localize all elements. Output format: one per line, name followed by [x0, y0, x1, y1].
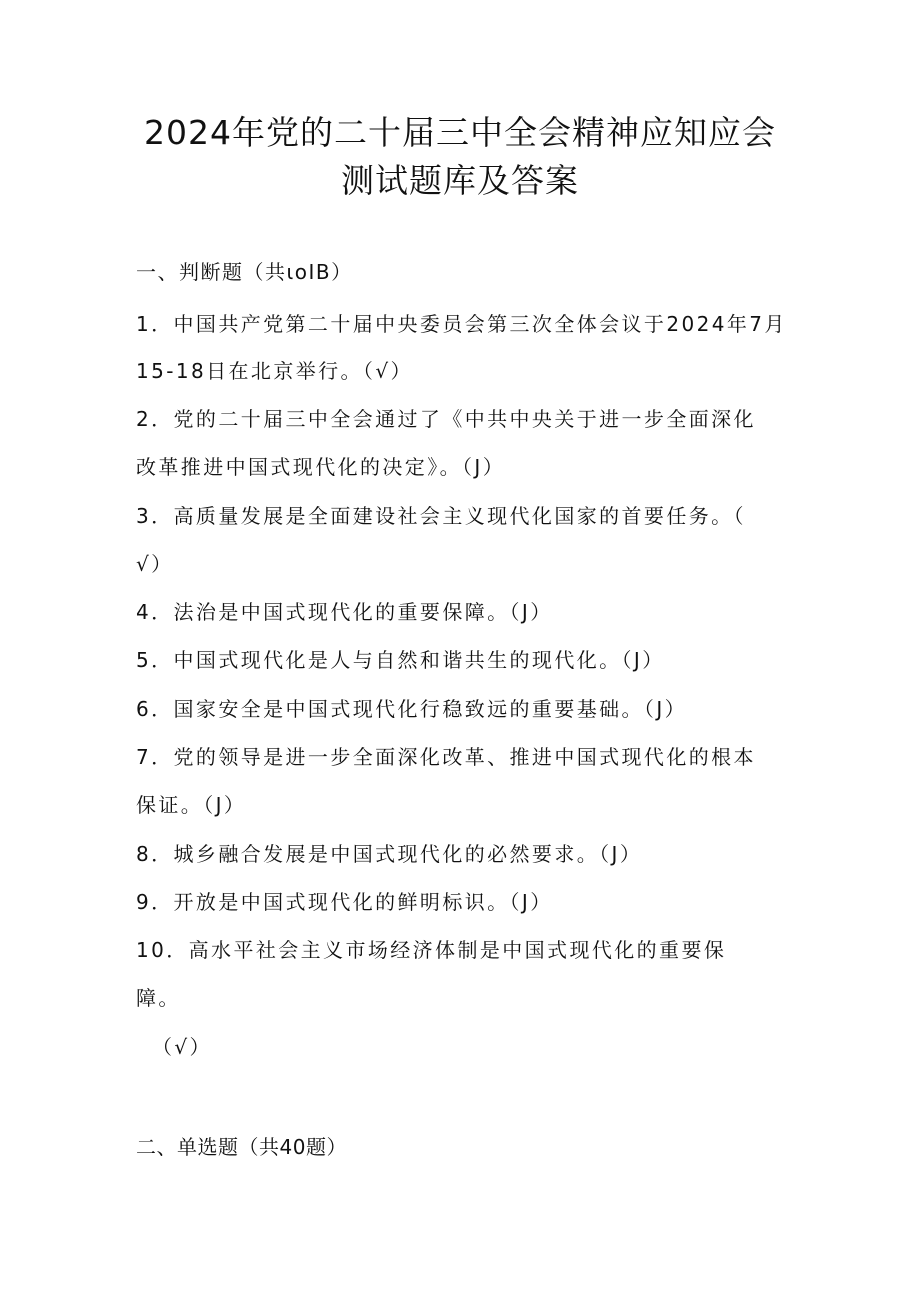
- question-7-line-2: 保证。（J）: [136, 793, 247, 817]
- question-10-answer: （√）: [152, 1035, 212, 1059]
- question-7-line-1: 7．党的领导是进一步全面深化改革、推进中国式现代化的根本: [136, 745, 756, 769]
- question-1-line-1: 1．中国共产党第二十届中央委员会第三次全体会议于2024年7月: [136, 312, 787, 336]
- question-2-line-2: 改革推进中国式现代化的决定》。（J）: [136, 455, 506, 479]
- question-2-line-1: 2．党的二十届三中全会通过了《中共中央关于进一步全面深化: [136, 407, 756, 431]
- question-8: 8．城乡融合发展是中国式现代化的必然要求。（J）: [136, 842, 643, 866]
- question-3-line-1: 3．高质量发展是全面建设社会主义现代化国家的首要任务。（: [136, 504, 746, 528]
- question-4: 4．法治是中国式现代化的重要保障。（J）: [136, 600, 553, 624]
- question-6: 6．国家安全是中国式现代化行稳致远的重要基础。（J）: [136, 697, 688, 721]
- question-10-line-1: 10．高水平社会主义市场经济体制是中国式现代化的重要保: [136, 938, 727, 962]
- section-heading-single-choice: 二、单选题（共40题）: [136, 1135, 347, 1159]
- question-9: 9．开放是中国式现代化的鲜明标识。（J）: [136, 890, 553, 914]
- document-title-line-2: 测试题库及答案: [341, 161, 579, 200]
- question-5: 5．中国式现代化是人与自然和谐共生的现代化。（J）: [136, 648, 665, 672]
- question-1-line-2: 15-18日在北京举行。（√）: [136, 359, 413, 383]
- section-heading-true-false: 一、判断题（共ιoIB）: [136, 260, 353, 284]
- question-10-line-2: 障。: [136, 986, 181, 1010]
- question-3-line-2: √）: [136, 552, 174, 576]
- document-title-line-1: 2024年党的二十届三中全会精神应知应会: [144, 113, 776, 152]
